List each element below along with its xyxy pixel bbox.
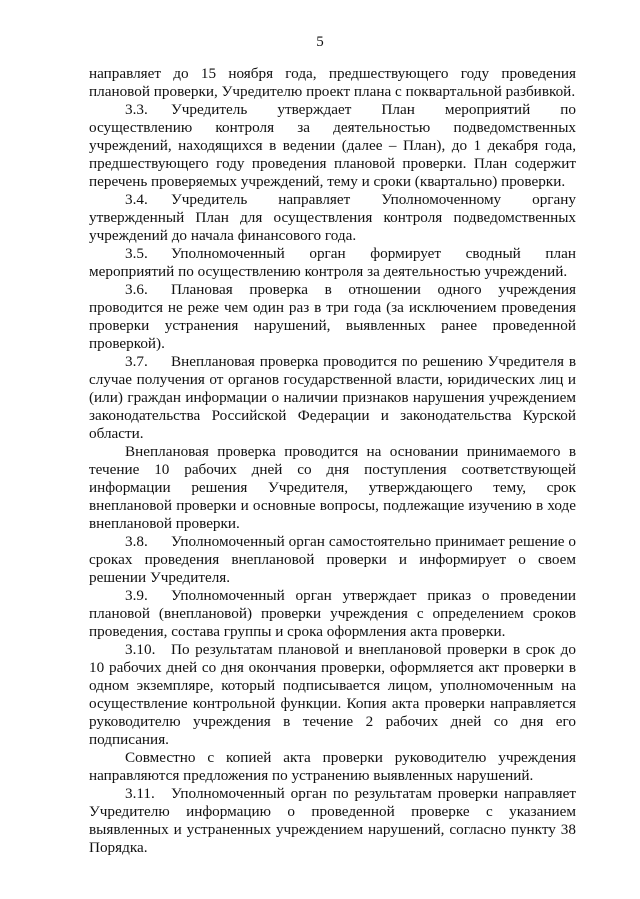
paragraph-text: Внеплановая проверка проводится по решению Учредителя в случае получения от органов государственной власти, юридических лиц и (или) граждан информации о наличии признаков нарушения учреждением законодательства Российской Федерации и законодательства Курской области. bbox=[89, 353, 576, 442]
page-number: 5 bbox=[316, 34, 324, 50]
paragraph-3-6 bbox=[89, 281, 576, 353]
paragraph-number: 3.7. bbox=[125, 353, 148, 370]
paragraph-number: 3.10. bbox=[125, 641, 156, 658]
paragraph-3-10 bbox=[89, 641, 576, 749]
paragraph-text: По результатам плановой и внеплановой проверки в срок до 10 рабочих дней со дня окончания проверки, оформляется акт проверки в одном экземпляре, который подписывается лицом, уполномоченным на осуществление контрольной функции. Копия акта проверки направляется руководителю учреждения в течение 2 рабочих дней со дня его подписания. bbox=[89, 641, 576, 748]
paragraph-unplanned-basis bbox=[89, 443, 576, 533]
paragraph-3-7 bbox=[89, 353, 576, 443]
paragraph-text: Внеплановая проверка проводится на основании принимаемого в течение 10 рабочих дней со дня поступления соответствующей информации решения Учредителя, утверждающего тему, срок внеплановой проверки и основные вопросы, подлежащие изучению в ходе внеплановой проверки. bbox=[89, 443, 576, 532]
paragraph-text: Уполномоченный орган самостоятельно принимает решение о сроках проведения внеплановой проверки и информирует о своем решении Учредителя. bbox=[89, 533, 576, 586]
paragraph-3-3 bbox=[89, 101, 576, 191]
paragraph-proposals bbox=[89, 749, 576, 785]
paragraph-continuation bbox=[89, 65, 576, 101]
paragraph-text: Уполномоченный орган утверждает приказ о проведении плановой (внеплановой) проверки учреждения с определением сроков проведения, состава группы и срока оформления акта проверки. bbox=[89, 587, 576, 640]
paragraph-number: 3.11. bbox=[125, 785, 155, 802]
paragraph-text: Совместно с копией акта проверки руководителю учреждения направляются предложения по устранению выявленных нарушений. bbox=[89, 749, 576, 784]
paragraph-3-8 bbox=[89, 533, 576, 587]
paragraph-text: Учредитель направляет Уполномоченному органу утвержденный План для осуществления контроля подведомственных учреждений до начала финансового года. bbox=[89, 191, 576, 244]
paragraph-number: 3.9. bbox=[125, 587, 148, 604]
paragraph-number: 3.3. bbox=[125, 101, 148, 118]
paragraph-3-9 bbox=[89, 587, 576, 641]
paragraph-text: Уполномоченный орган по результатам проверки направляет Учредителю информацию о проведенной проверке с указанием выявленных и устраненных учреждением нарушений, согласно пункту 38 Порядка. bbox=[89, 785, 576, 856]
paragraph-number: 3.6. bbox=[125, 281, 148, 298]
paragraph-text: Учредитель утверждает План мероприятий по осуществлению контроля за деятельностью подведомственных учреждений, находящихся в ведении (далее – План), до 1 декабря года, предшествующего году проведения плановой проверки. План содержит перечень проверяемых учреждений, тему и сроки (квартально) проверки. bbox=[89, 101, 576, 190]
document-body bbox=[89, 65, 576, 857]
paragraph-3-4 bbox=[89, 191, 576, 245]
paragraph-3-5 bbox=[89, 245, 576, 281]
paragraph-number: 3.4. bbox=[125, 191, 148, 208]
paragraph-text: Уполномоченный орган формирует сводный план мероприятий по осуществлению контроля за деятельностью учреждений. bbox=[89, 245, 576, 280]
paragraph-number: 3.5. bbox=[125, 245, 148, 262]
paragraph-3-11 bbox=[89, 785, 576, 857]
paragraph-text: Плановая проверка в отношении одного учреждения проводится не реже чем один раз в три года (за исключением проведения проверки устранения нарушений, выявленных ранее проведенной проверкой). bbox=[89, 281, 576, 352]
paragraph-number: 3.8. bbox=[125, 533, 148, 550]
paragraph-text: направляет до 15 ноября года, предшествующего году проведения плановой проверки, Учредителю проект плана с поквартальной разбивкой. bbox=[89, 65, 576, 100]
